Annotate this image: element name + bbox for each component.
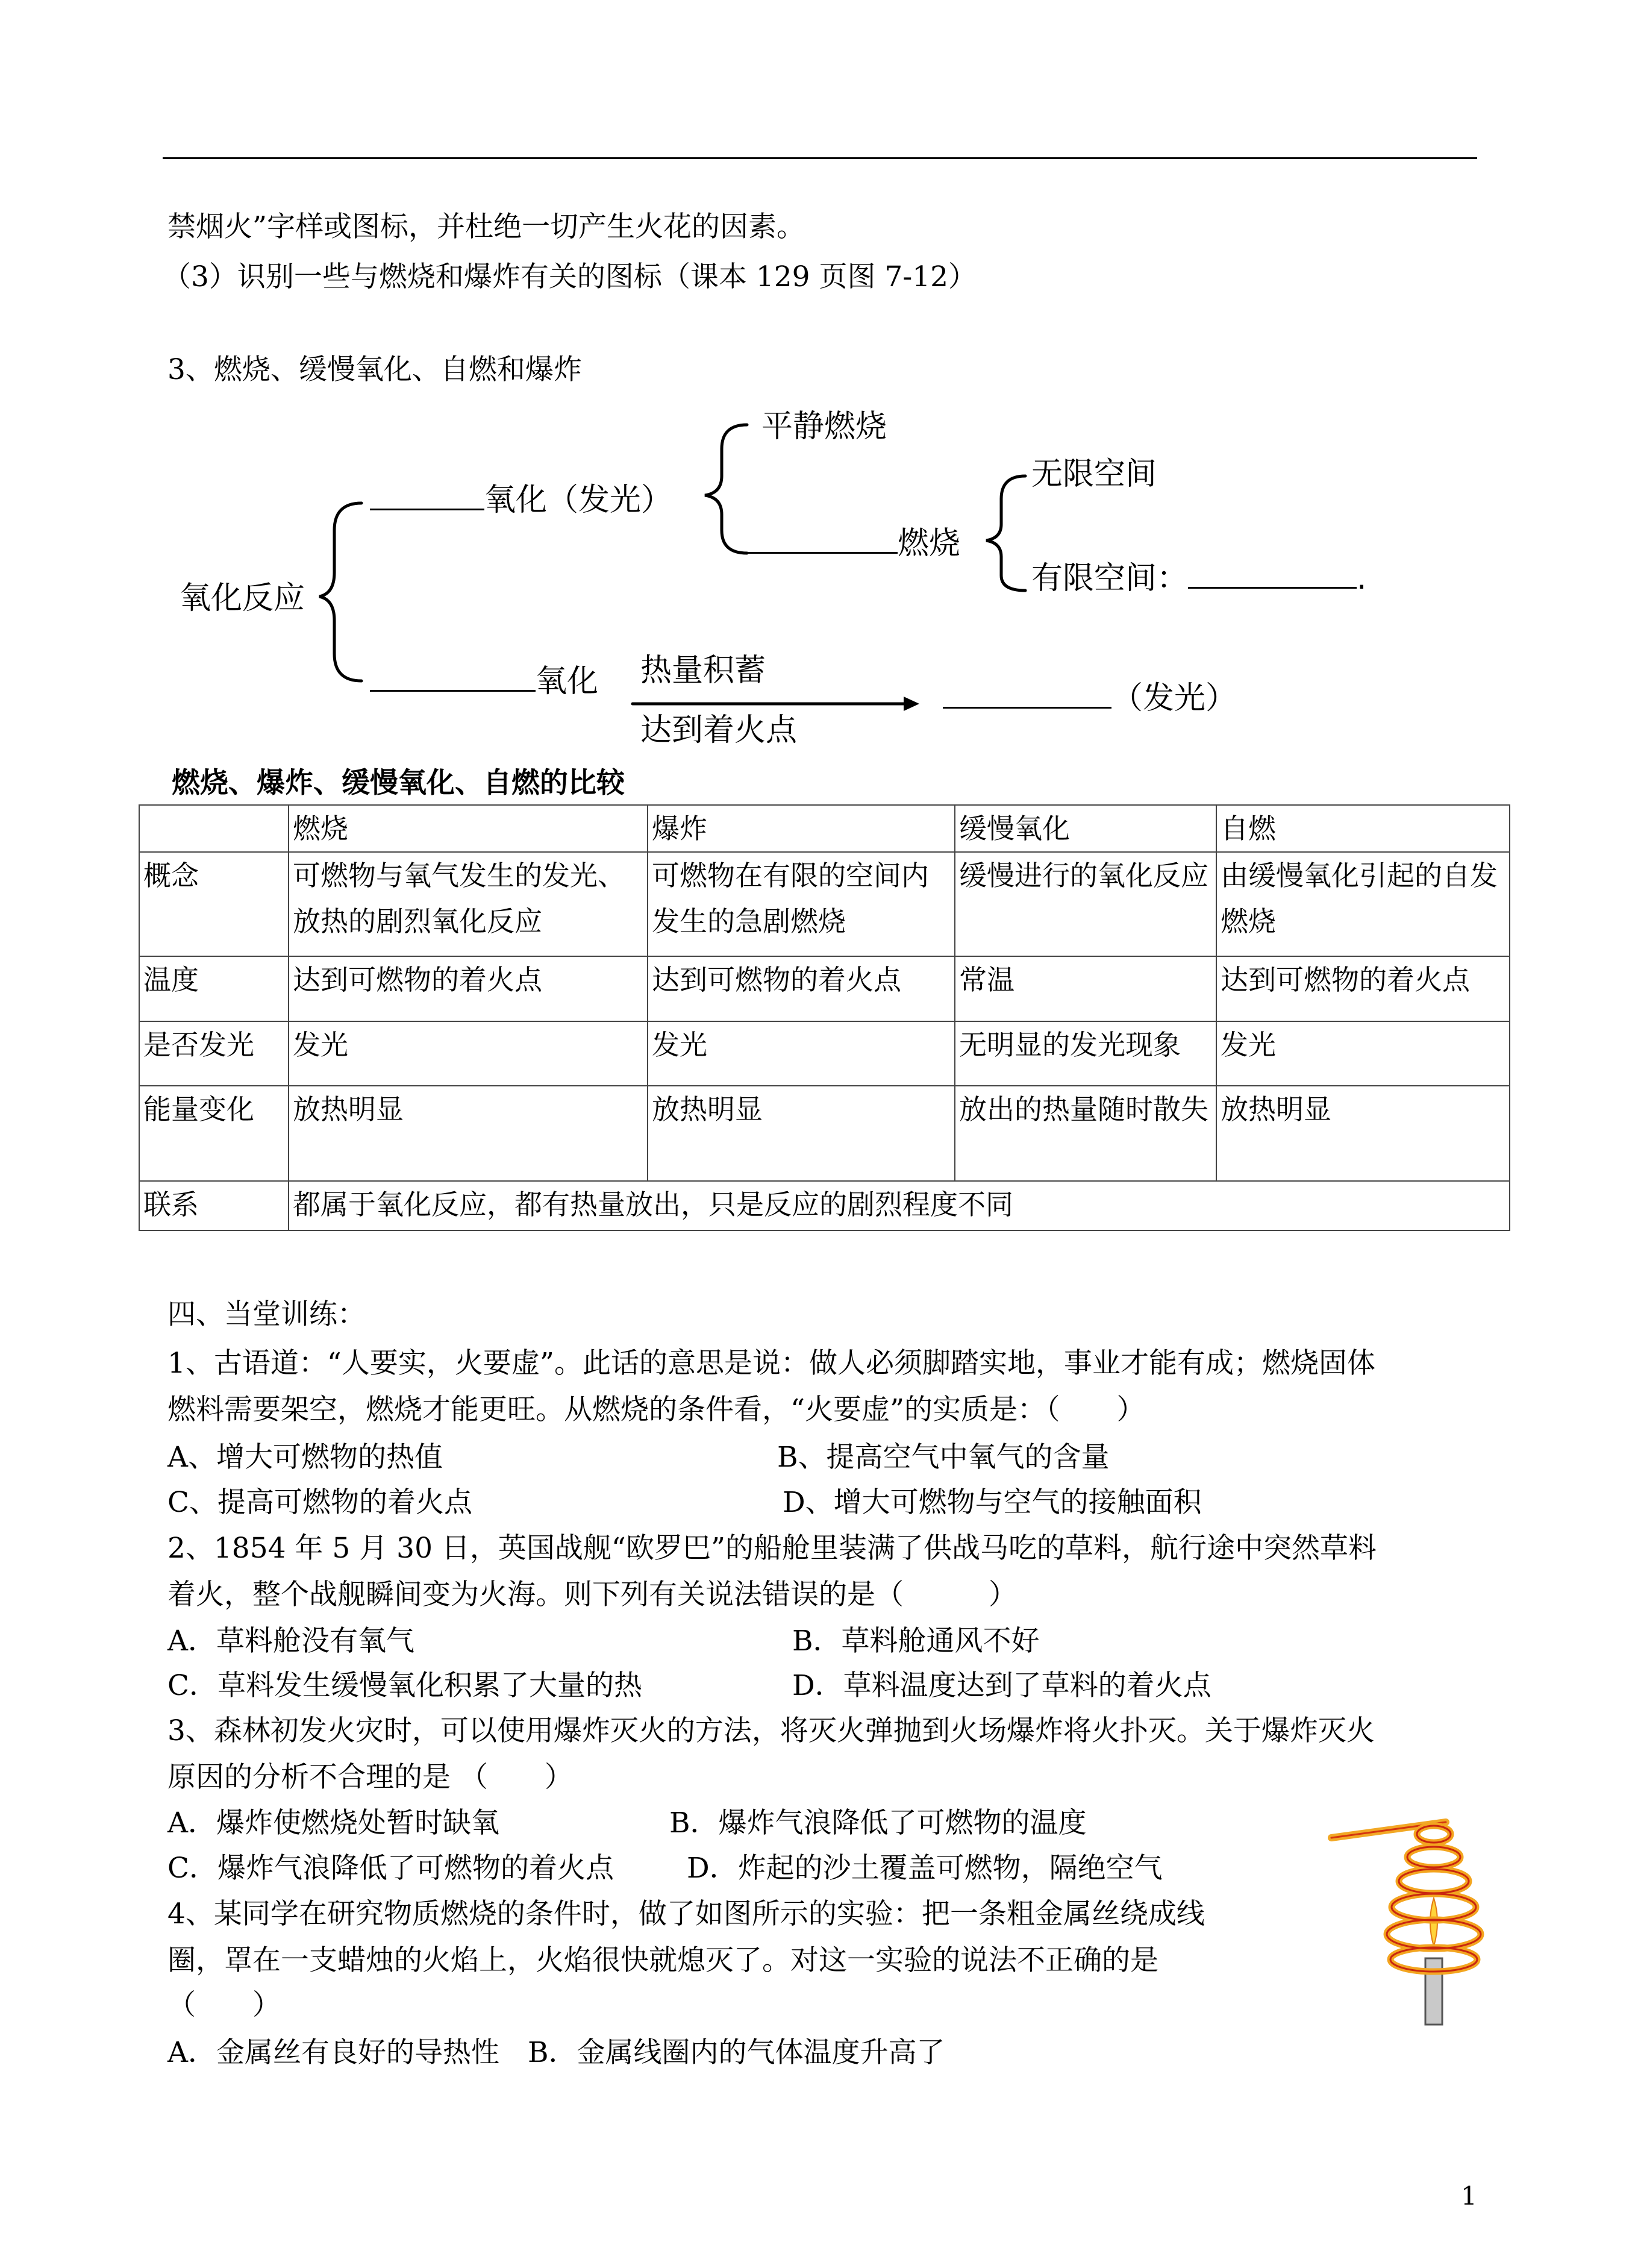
table-row	[139, 1021, 1510, 1086]
q2-option-d: D．草料温度达到了草料的着火点	[792, 1669, 1211, 1702]
row-label: 是否发光	[139, 1021, 289, 1086]
q4-line-2: 圈，罩在一支蜡烛的火焰上，火焰很快就熄灭了。对这一实验的说法不正确的是	[167, 1944, 1158, 1977]
calm-burning: 平静燃烧	[761, 409, 887, 445]
row-label: 联系	[139, 1181, 289, 1230]
table-cell: 由缓慢氧化引起的自发燃烧	[1216, 852, 1510, 956]
q3-option-c: C．爆炸气浪降低了可燃物的着火点	[167, 1852, 614, 1885]
row-label: 能量变化	[139, 1086, 289, 1181]
limited-space	[1031, 559, 1367, 598]
q3-option-a: A．爆炸使燃烧处暂时缺氧	[167, 1806, 499, 1840]
table-cell: 达到可燃物的着火点	[648, 956, 955, 1021]
row-label: 温度	[139, 956, 289, 1021]
section-3-heading: 3、燃烧、缓慢氧化、自燃和爆炸	[167, 353, 582, 386]
q2-line-1: 2、1854 年 5 月 30 日，英国战舰“欧罗巴”的船舱里装满了供战马吃的草料，航行途中突然草料	[167, 1532, 1377, 1565]
arrow-top-label: 热量积蓄	[640, 653, 766, 689]
table-cell: 达到可燃物的着火点	[1216, 956, 1510, 1021]
table-cell: 达到可燃物的着火点	[289, 956, 648, 1021]
limited-period: .	[1357, 560, 1367, 597]
table-cell: 发光	[648, 1021, 955, 1086]
diagram-root: 氧化反应	[180, 580, 305, 616]
table-cell: 发光	[1216, 1021, 1510, 1086]
burn-label: 燃烧	[898, 525, 961, 562]
table-header-row	[139, 805, 1510, 852]
header-cell	[139, 805, 289, 852]
q3-line-1: 3、森林初发火灾时，可以使用爆炸灭火的方法，将灭火弹抛到火场爆炸将火扑灭。关于爆炸灭火	[167, 1714, 1375, 1747]
comparison-table	[139, 804, 1510, 1231]
lower-blank	[370, 663, 536, 692]
q3-option-d: D．炸起的沙土覆盖可燃物，隔绝空气	[687, 1852, 1163, 1885]
table-row	[139, 852, 1510, 956]
q1-option-b: B、提高空气中氧气的含量	[777, 1441, 1110, 1474]
table-row	[139, 956, 1510, 1021]
upper-blank	[370, 482, 484, 510]
burn-branch	[747, 524, 960, 563]
table-cell: 可燃物在有限的空间内发生的急剧燃烧	[648, 852, 955, 956]
result	[943, 679, 1237, 718]
q2-option-c: C．草料发生缓慢氧化积累了大量的热	[167, 1669, 642, 1702]
table-cell: 无明显的发光现象	[955, 1021, 1216, 1086]
result-blank	[943, 680, 1111, 709]
table-cell: 放热明显	[289, 1086, 648, 1181]
q1-line-1: 1、古语道：“人要实，火要虚”。此话的意思是说：做人必须脚踏实地，事业才能有成；燃烧固体	[167, 1347, 1375, 1380]
row-label: 概念	[139, 852, 289, 956]
table-cell: 可燃物与氧气发生的发光、放热的剧烈氧化反应	[289, 852, 648, 956]
table-row	[139, 1086, 1510, 1181]
table-cell: 放出的热量随时散失	[955, 1086, 1216, 1181]
table-cell: 放热明显	[1216, 1086, 1510, 1181]
q1-option-d: D、增大可燃物与空气的接触面积	[783, 1486, 1202, 1519]
table-cell: 放热明显	[648, 1086, 955, 1181]
result-label: （发光）	[1111, 680, 1237, 716]
table-cell: 常温	[955, 956, 1216, 1021]
intro-line-1: 禁烟火”字样或图标，并杜绝一切产生火花的因素。	[167, 210, 805, 243]
q4-options-ab: A．金属丝有良好的导热性 B．金属线圈内的气体温度升高了	[167, 2036, 945, 2069]
coil-candle-illustration	[1319, 1814, 1500, 2031]
upper-branch-label: 氧化（发光）	[484, 482, 673, 518]
burn-brace	[986, 476, 1025, 590]
page-number: 1	[1461, 2181, 1477, 2211]
q1-option-c: C、提高可燃物的着火点	[167, 1486, 472, 1519]
root-brace	[319, 503, 361, 681]
q2-option-b: B．草料舱通风不好	[792, 1624, 1040, 1658]
upper-brace	[705, 425, 747, 553]
q1-line-2: 燃料需要架空，燃烧才能更旺。从燃烧的条件看，“火要虚”的实质是：（ ）	[167, 1393, 1145, 1426]
comparison-title: 燃烧、爆炸、缓慢氧化、自燃的比较	[172, 766, 625, 800]
burn-blank	[747, 525, 898, 554]
table-cell: 发光	[289, 1021, 648, 1086]
q2-option-a: A．草料舱没有氧气	[167, 1624, 414, 1658]
q3-option-b: B．爆炸气浪降低了可燃物的温度	[669, 1806, 1087, 1840]
arrow-bottom-label: 达到着火点	[640, 712, 798, 748]
header-cell: 爆炸	[648, 805, 955, 852]
table-cell: 缓慢进行的氧化反应	[955, 852, 1216, 956]
link-cell: 都属于氧化反应，都有热量放出，只是反应的剧烈程度不同	[289, 1181, 1510, 1230]
header-cell: 自燃	[1216, 805, 1510, 852]
section-4-heading: 四、当堂训练：	[167, 1298, 366, 1331]
header-cell: 缓慢氧化	[955, 805, 1216, 852]
upper-branch	[370, 481, 672, 519]
table-row	[139, 1181, 1510, 1230]
q4-line-1: 4、某同学在研究物质燃烧的条件时，做了如图所示的实验：把一条粗金属丝绕成线	[167, 1897, 1205, 1931]
arrow-head	[904, 697, 919, 711]
q3-line-2: 原因的分析不合理的是 （ ）	[167, 1761, 573, 1794]
diagram-braces	[0, 0, 1635, 783]
intro-line-2: （3）识别一些与燃烧和爆炸有关的图标（课本 129 页图 7-12）	[163, 260, 977, 293]
limited-space-label: 有限空间：	[1031, 560, 1189, 597]
limited-blank	[1188, 560, 1357, 589]
header-cell: 燃烧	[289, 805, 648, 852]
lower-branch	[370, 662, 598, 701]
q4-line-3: （ ）	[167, 1988, 281, 2022]
unlimited-space: 无限空间	[1031, 456, 1157, 492]
q2-line-2: 着火，整个战舰瞬间变为火海。则下列有关说法错误的是（ ）	[167, 1578, 1017, 1611]
lower-branch-label: 氧化	[536, 663, 599, 700]
q1-option-a: A、增大可燃物的热值	[167, 1441, 443, 1474]
